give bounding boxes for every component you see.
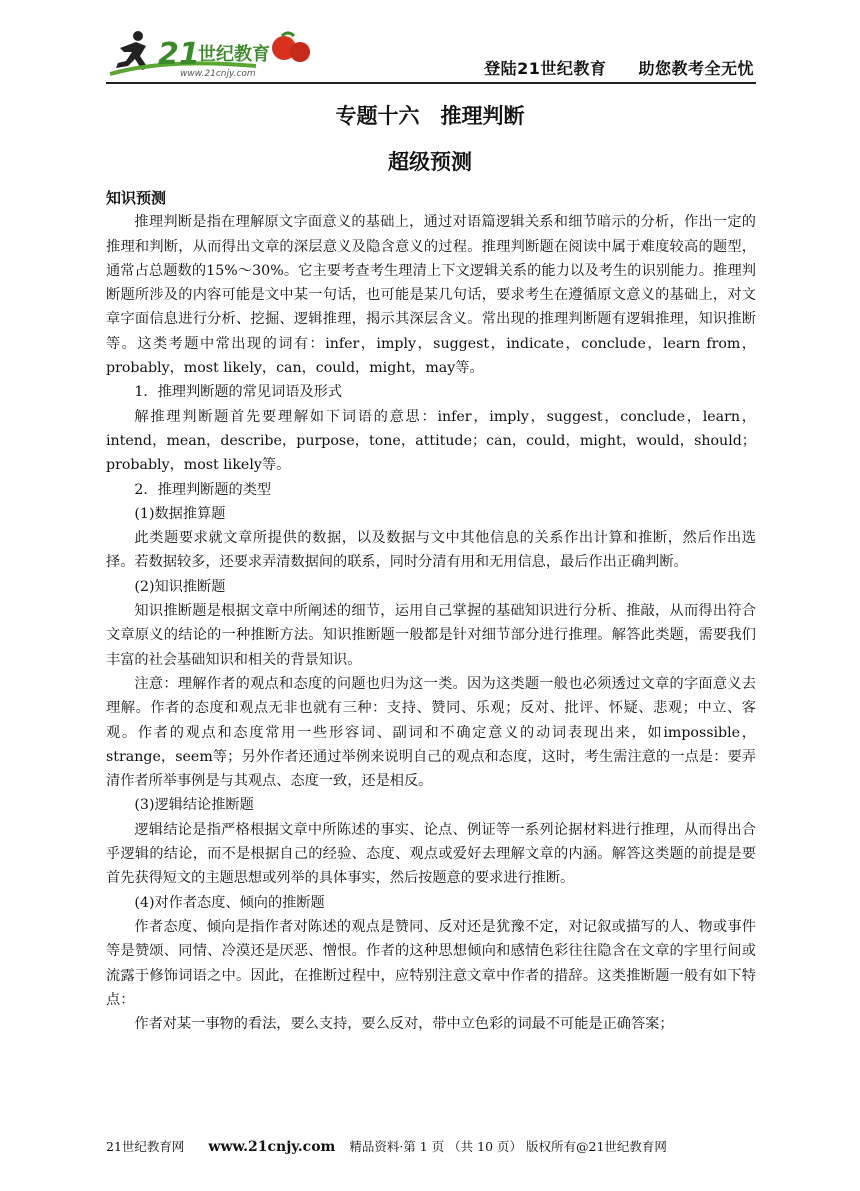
paragraph: 1．推理判断题的常见词语及形式 — [134, 384, 343, 401]
svg-text:www.21cnjy.com: www.21cnjy.com — [180, 69, 256, 79]
paragraph: 2．推理判断题的类型 — [134, 481, 272, 498]
header-slogan-help: 助您教考全无忧 — [638, 59, 754, 78]
page-header — [106, 28, 756, 82]
header-divider — [106, 82, 756, 84]
paragraph: 注意：理解作者的观点和态度的问题也归为这一类。因为这类题一般也必须透过文章的字面意义去理解。作者的态度和观点无非也就有三种：支持、赞同、乐观；反对、批评、怀疑、悲观；中立、客观。作者的观点和态度常用一些形容词、副词和不确定意义的动词表现出来，如impossible，strange，seem等；另外作者还通过举例来说明自己的观点和态度，这时，考生需注意的一点是：要弄清作者所举事例是与其观点、态度一致，还是相反。 — [106, 675, 756, 790]
paragraph: 推理判断是指在理解原文字面意义的基础上，通过对语篇逻辑关系和细节暗示的分析，作出一定的推理和判断，从而得出文章的深层意义及隐含意义的过程。推理判断题在阅读中属于难度较高的题型，通常占总题数的15%～30%。它主要考查考生理清上下文逻辑关系的能力以及考生的识别能力。推理判断题所涉及的内容可能是文中某一句话，也可能是某几句话，要求考生在遵循原文意义的基础上，对文章字面信息进行分析、挖掘、逻辑推理，揭示其深层含义。常出现的推理判断题有逻辑推理，知识推断等。这类考题中常出现的词有：infer，imply，suggest，indicate，conclude，learn from，probably，most likely，can，could，might，may等。 — [106, 214, 756, 377]
svg-text:21: 21 — [158, 37, 200, 72]
paragraph: (4)对作者态度、倾向的推断题 — [134, 894, 325, 911]
paragraph: 知识推断题是根据文章中所阐述的细节，运用自己掌握的基础知识进行分析、推敲，从而得出符合文章原义的结论的一种推断方法。知识推断题一般都是针对细节部分进行推理。解答此类题，需要我们丰富的社会基础知识和相关的背景知识。 — [106, 603, 756, 668]
site-logo — [106, 28, 316, 80]
paragraph: (3)逻辑结论推断题 — [134, 797, 254, 814]
header-slogan-login: 登陆21世纪教育 — [484, 59, 607, 78]
document-body — [106, 186, 756, 1036]
paragraph: (2)知识推断题 — [134, 578, 226, 595]
paragraph: 此类题要求就文章所提供的数据，以及数据与文中其他信息的关系作出计算和推断，然后作出选择。若数据较多，还要求弄清数据间的联系，同时分清有用和无用信息，最后作出正确判断。 — [106, 530, 756, 571]
paragraph: 解推理判断题首先要理解如下词语的意思：infer，imply，suggest，conclude，learn，intend，mean，describe，purpose，tone，attitude；can，could，might，would，should；probably，most likely等。 — [106, 408, 756, 474]
page-title: 专题十六 推理判断 — [335, 104, 525, 128]
section-heading: 知识预测 — [106, 189, 167, 207]
footer-info: 精品资料·第 1 页 （共 10 页） 版权所有@21世纪教育网 — [349, 1139, 667, 1154]
runner-icon — [116, 31, 148, 70]
footer-url[interactable]: www.21cnjy.com — [208, 1139, 336, 1155]
page-subtitle: 超级预测 — [388, 150, 472, 174]
header-slogan — [458, 56, 754, 79]
footer-site: 21世纪教育网 — [106, 1139, 185, 1154]
paragraph: 作者对某一事物的看法，要么支持，要么反对，带中立色彩的词最不可能是正确答案； — [134, 1016, 674, 1033]
paragraph: 作者态度、倾向是指作者对陈述的观点是赞同、反对还是犹豫不定，对记叙或描写的人、物或事件等是赞颂、同情、冷漠还是厌恶、憎恨。作者的这种思想倾向和感情色彩往往隐含在文章的字里行间或流露于修饰词语之中。因此，在推断过程中，应特别注意文章中作者的措辞。这类推断题一般有如下特点： — [106, 918, 756, 1008]
svg-text:世纪教育: 世纪教育 — [198, 44, 270, 65]
page-footer — [106, 1137, 756, 1155]
paragraph: (1)数据推算题 — [134, 505, 226, 522]
paragraph: 逻辑结论是指严格根据文章中所陈述的事实、论点、例证等一系列论据材料进行推理，从而得出合乎逻辑的结论，而不是根据自己的经验、态度、观点或爱好去理解文章的内涵。解答这类题的前提是要首先获得短文的主题思想或列举的具体事实，然后按题意的要求进行推断。 — [106, 821, 756, 887]
